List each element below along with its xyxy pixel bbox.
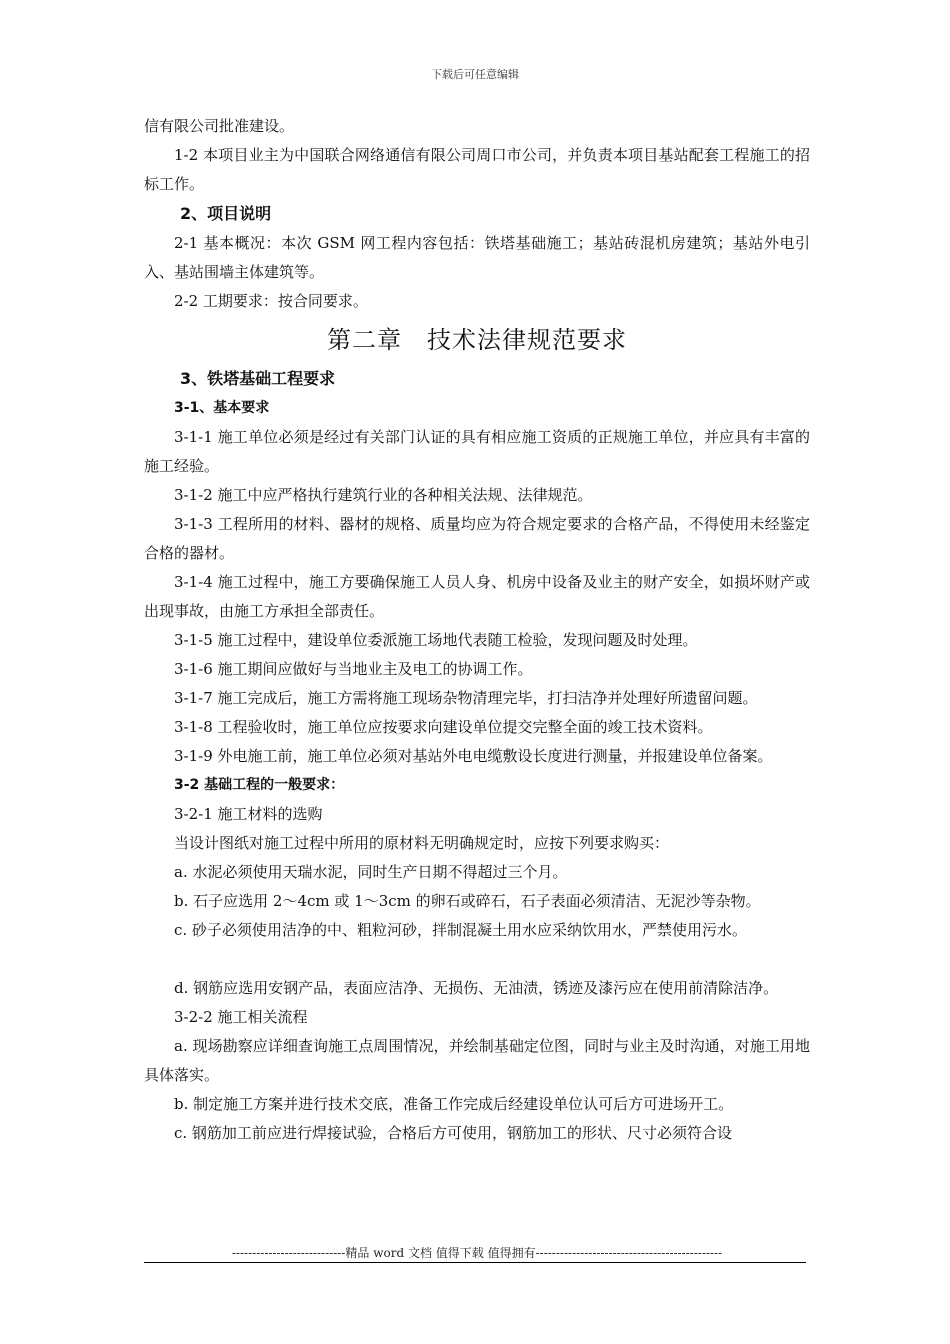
paragraph: 当设计图纸对施工过程中所用的原材料无明确规定时，应按下列要求购买： <box>174 834 670 852</box>
paragraph: 3-1-9 外电施工前，施工单位必须对基站外电电缆敷设长度进行测量，并报建设单位备案。 <box>174 747 773 765</box>
section-heading: 3、铁塔基础工程要求 <box>180 369 336 388</box>
list-item: a. 水泥必须使用天瑞水泥，同时生产日期不得超过三个月。 <box>174 863 568 881</box>
subsection-heading: 3-1、基本要求 <box>174 400 270 416</box>
subsection-heading: 3-2 基础工程的一般要求： <box>174 777 345 793</box>
page-header: 下载后可任意编辑 <box>431 68 519 81</box>
paragraph: 3-2-1 施工材料的选购 <box>174 805 323 823</box>
chapter-title: 第二章 技术法律规范要求 <box>327 326 627 354</box>
paragraph: 3-1-3 工程所用的材料、器材的规格、质量均应为符合规定要求的合格产品，不得使用未经鉴定合格的器材。 <box>144 515 810 562</box>
page-footer: ----------------------------精品 word 文档 值得下载 值得拥有---------------------------------------------- <box>231 1246 723 1260</box>
paragraph: 3-2-2 施工相关流程 <box>174 1008 308 1026</box>
paragraph: 3-1-7 施工完成后，施工方需将施工现场杂物清理完毕，打扫洁净并处理好所遗留问题。 <box>174 689 758 707</box>
list-item: b. 石子应选用 2～4cm 或 1～3cm 的卵石或碎石，石子表面必须清洁、无泥沙等杂物。 <box>174 892 761 910</box>
paragraph: 2-2 工期要求：按合同要求。 <box>174 292 368 310</box>
list-item: c. 钢筋加工前应进行焊接试验，合格后方可使用，钢筋加工的形状、尺寸必须符合设 <box>174 1124 732 1142</box>
paragraph: 3-1-6 施工期间应做好与当地业主及电工的协调工作。 <box>174 660 533 678</box>
paragraph: 3-1-2 施工中应严格执行建筑行业的各种相关法规、法律规范。 <box>174 486 593 504</box>
list-item: b. 制定施工方案并进行技术交底，准备工作完成后经建设单位认可后方可进场开工。 <box>174 1095 734 1113</box>
document-body <box>144 112 810 1148</box>
paragraph: 3-1-8 工程验收时，施工单位应按要求向建设单位提交完整全面的竣工技术资料。 <box>174 718 713 736</box>
section-heading: 2、项目说明 <box>180 204 272 223</box>
paragraph: 1-2 本项目业主为中国联合网络通信有限公司周口市公司，并负责本项目基站配套工程施工的招标工作。 <box>144 146 810 193</box>
paragraph: 信有限公司批准建设。 <box>144 117 295 135</box>
paragraph: 3-1-4 施工过程中，施工方要确保施工人员人身、机房中设备及业主的财产安全，如损坏财产或出现事故，由施工方承担全部责任。 <box>144 573 810 620</box>
list-item: a. 现场勘察应详细查询施工点周围情况，并绘制基础定位图，同时与业主及时沟通，对施工用地具体落实。 <box>144 1037 810 1084</box>
blank-line <box>144 945 810 974</box>
footer-divider <box>144 1262 806 1263</box>
list-item: c. 砂子必须使用洁净的中、粗粒河砂，拌制混凝土用水应采纳饮用水，严禁使用污水。 <box>174 921 747 939</box>
paragraph: 3-1-5 施工过程中，建设单位委派施工场地代表随工检验，发现问题及时处理。 <box>174 631 698 649</box>
paragraph: 2-1 基本概况：本次 GSM 网工程内容包括：铁塔基础施工；基站砖混机房建筑；基站外电引入、基站围墙主体建筑等。 <box>144 234 810 281</box>
list-item: d. 钢筋应选用安钢产品，表面应洁净、无损伤、无油渍，锈迹及漆污应在使用前清除洁净。 <box>174 979 779 997</box>
paragraph: 3-1-1 施工单位必须是经过有关部门认证的具有相应施工资质的正规施工单位，并应具有丰富的施工经验。 <box>144 428 810 475</box>
